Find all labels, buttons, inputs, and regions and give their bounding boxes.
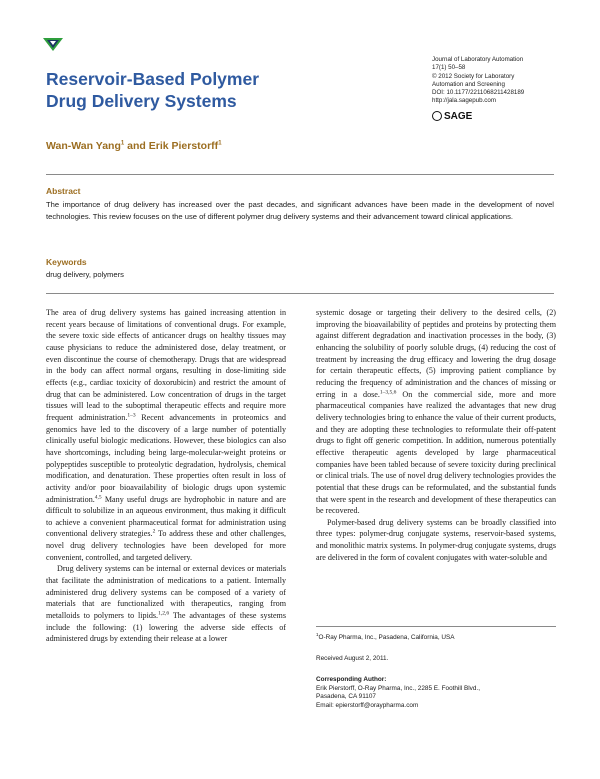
title-line-1: Reservoir-Based Polymer [46, 69, 260, 89]
publisher-logo [432, 110, 472, 122]
copyright-line-2: Automation and Screening [432, 80, 505, 88]
abstract-heading: Abstract [46, 186, 81, 196]
paragraph [316, 307, 556, 517]
author-2: Erik Pierstorff [148, 140, 219, 152]
footnote-divider [316, 626, 556, 627]
affiliation-footnote [316, 631, 556, 643]
text-run: To address these and other challenges, novel drug delivery technologies have been developed for more convenient, controlled, and targeted delivery. [46, 529, 286, 562]
author-separator: and [127, 140, 146, 152]
journal-logo-icon [42, 36, 64, 52]
journal-volume: 17(1) 50–58 [432, 64, 466, 72]
text-run: On the commercial side, more and more pharmaceutical companies have realized the advantages that new drug delivery technologies bring to enhance the value of their current products, and they are adopting these technologies to reformulate their off-patent drugs to fight off generic competition. In addition, numerous potentially effective therapeutic agents developed by large pharmaceutical companies have been tabled because of severe toxicity during preclinical or clinical trials. The use of novel drug delivery technologies provides the potential that these drugs can be reformulated, and the substantial funds that were spent in the research and development of these therapeutics can be recovered. [316, 389, 556, 516]
sage-circle-icon [432, 111, 442, 121]
body-column-left [46, 307, 286, 645]
author-1-affiliation: 1 [120, 140, 125, 147]
paragraph [46, 563, 286, 645]
corresponding-line: Pasadena, CA 91107 [316, 693, 376, 701]
author-list [46, 140, 222, 152]
author-1: Wan-Wan Yang [46, 140, 121, 152]
journal-metadata [432, 56, 582, 106]
citation: 1–3 [127, 412, 136, 419]
text-run: Many useful drugs are hydrophobic in nature and are difficult to solubilize in an aqueous environment, thus making it difficult to achieve a convenient pharmaceutical format for administration using conventional delivery strategies. [46, 494, 286, 539]
body-column-right [316, 307, 556, 563]
citation: 1–3,5,6 [379, 388, 397, 395]
text-run: Drug delivery systems can be internal or external devices or materials that facilitate the administration of medications to a patient. Internally administered drug delivery systems can be composed of a variety of materials that are functionalized with therapeutics, ranging from metalloids to polymers to lipids. [46, 564, 286, 621]
corresponding-email[interactable]: Email: epierstorff@oraypharma.com [316, 701, 419, 709]
text-run: The advantages of these systems include the following: (1) lowering the adverse side effects of administered drugs by extending their release at a lower [46, 611, 287, 644]
paragraph [46, 307, 286, 563]
author-2-affiliation: 1 [218, 140, 222, 147]
text-run: Recent advancements in proteomics and genomics have led to the discovery of a large number of potentially clinically useful biologic medications. However, these biologics can also have shortcomings, including being large-molecular-weight proteins or polypeptides susceptible to proteolytic degradation, hydrolysis, chemical modification, and denaturation. These properties often result in loss of activity and/or poor bioavailability of biologic drugs upon systemic administration. [46, 412, 286, 504]
journal-url[interactable]: http://jala.sagepub.com [432, 97, 496, 105]
article-title [46, 68, 406, 112]
citation: 1,2,6 [158, 610, 170, 617]
text-run: systemic dosage or targeting their delivery to the desired cells, (2) improving the bioavailability of peptides and proteins by protecting them against different degradation and inactivation processes in the body, (3) enhancing the solubility of poorly soluble drugs, (4) reducing the cost of treatment by increasing the drug efficacy and lowering the drug dosage for certain therapeutic effects, (5) improving patient compliance by reducing the frequency of administration and the chances of missing or erring in a dose. [316, 308, 556, 399]
title-line-2: Drug Delivery Systems [46, 91, 237, 111]
corresponding-heading: Corresponding Author: [316, 676, 387, 683]
citation: 2 [152, 528, 156, 535]
corresponding-line: Erik Pierstorff, O-Ray Pharma, Inc., 2285 E. Foothill Blvd., [316, 684, 480, 692]
divider [46, 293, 554, 294]
keywords-heading: Keywords [46, 257, 87, 267]
divider [46, 174, 554, 175]
text-run: The area of drug delivery systems has gained increasing attention in recent years because of limitations of conventional drugs. For example, the severe toxic side effects of anticancer drugs on healthy tissues may cause physicians to reduce the administered dose, delay treatment, or even discontinue the course of chemotherapy. Drugs that are widespread in the body can affect normal organs, resulting in dose-limiting side effects (e.g., cardiac toxicity of doxorubicin) and restrict the amount of drug that can be administered. Low concentration of drugs in the target tissues will lead to the suboptimal therapeutic effects and require more frequent administration. [46, 308, 286, 422]
paragraph: Polymer-based drug delivery systems can be broadly classified into three types: polymer-drug conjugate systems, reservoir-based systems, and monolithic matrix systems. In polymer-drug conjugate systems, drugs are delivered in the form of covalent conjugates with water-soluble and [316, 517, 556, 562]
corresponding-author [316, 676, 556, 710]
copyright-line-1: © 2012 Society for Laboratory [432, 72, 515, 80]
received-date: Received August 2, 2011. [316, 655, 389, 662]
citation: 4,5 [94, 493, 102, 500]
keywords-text: drug delivery, polymers [46, 270, 124, 279]
doi: DOI: 10.1177/2211068211428189 [432, 89, 525, 97]
journal-name: Journal of Laboratory Automation [432, 56, 524, 63]
publisher-logo-text: SAGE [444, 110, 473, 122]
abstract-text: The importance of drug delivery has increased over the past decades, and significant advances have been made in the development of novel technologies. This review focuses on the use of different polymer drug delivery systems and their advancement toward clinical applications. [46, 200, 554, 221]
affiliation-text: O-Ray Pharma, Inc., Pasadena, California, USA [318, 634, 455, 642]
affiliation-mark: 1 [316, 632, 319, 637]
